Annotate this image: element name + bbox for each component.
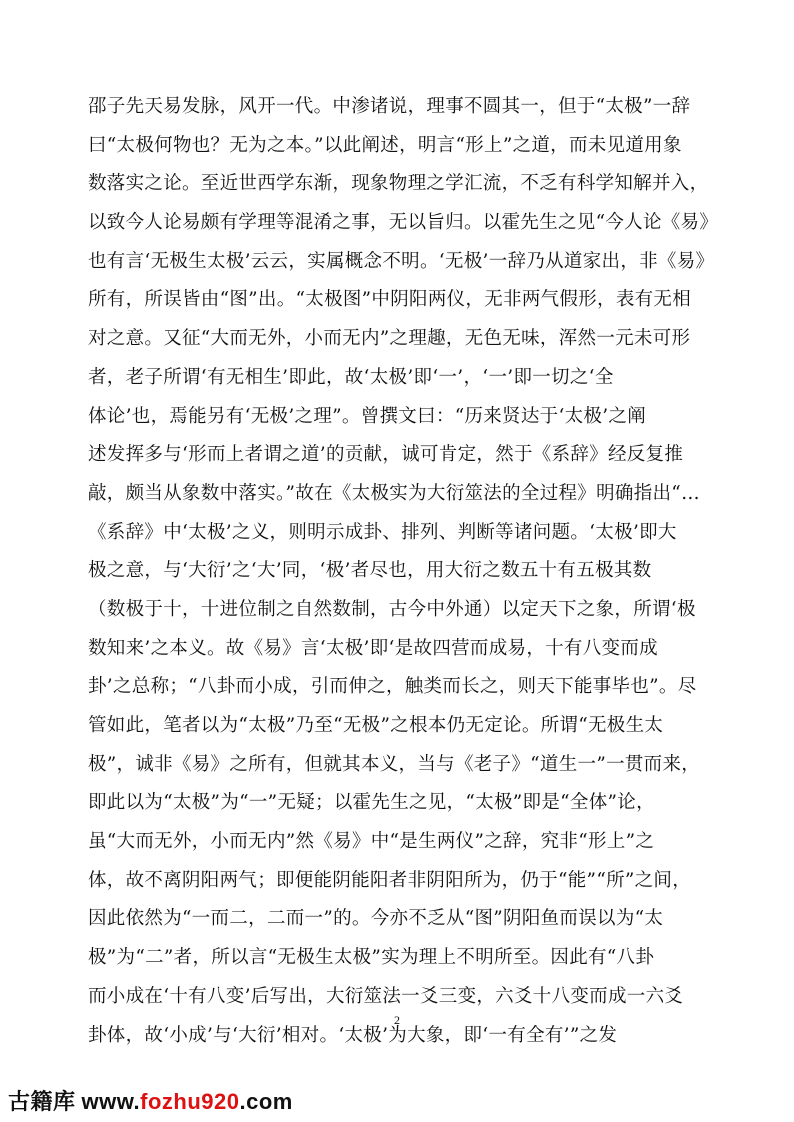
text-line: 敲，颇当从象数中落实。”故在《太极实为大衍筮法的全过程》明确指出“… — [88, 482, 700, 504]
text-line: 卦体，故‘小成’与‘大衍’相对。‘太极’为大象，即‘一有全有’”之发 — [88, 1024, 618, 1046]
text-line: 卦’之总称；“八卦而小成，引而伸之，触类而长之，则天下能事毕也”。尽 — [88, 676, 697, 698]
page-number: 2 — [394, 1013, 400, 1027]
watermark-site-name: 古籍库 — [8, 1089, 76, 1114]
text-line: 体，故不离阴阳两气；即便能阴能阳者非阴阳所为，仍于“能”“所”之间， — [88, 869, 692, 891]
text-line: 即此以为“太极”为“一”无疑；以霍先生之见，“太极”即是“全体”论， — [88, 792, 655, 814]
watermark-url-prefix: www. — [81, 1089, 141, 1114]
site-watermark — [8, 1085, 293, 1116]
text-line: 极”为“二”者，所以言“无极生太极”实为理上不明所至。因此有“八卦 — [88, 947, 655, 969]
watermark-url-mid: fozhu920 — [140, 1089, 240, 1114]
text-line: 管如此，笔者以为“太极”乃至“无极”之根本仍无定论。所谓“无极生太 — [88, 715, 664, 736]
text-line: 极”，诚非《易》之所有，但就其本义，当与《老子》“道生一”一贯而来， — [88, 753, 701, 775]
text-line: 对之意。又征“大而无外，小而无内”之理趣，无色无味，浑然一元未可形 — [88, 328, 691, 350]
document-body — [88, 88, 719, 1055]
text-line: 极之意，与‘大衍’之‘大’同，‘极’者尽也，用大衍之数五十有五极其数 — [88, 560, 652, 582]
text-line: 因此依然为“一而二，二而一”的。今亦不乏从“图”阴阳鱼而误以为“太 — [88, 908, 664, 930]
text-line: 者，老子所谓‘有无相生’即此，故‘太极’即‘一’，‘一’即一切之‘全 — [88, 366, 614, 388]
text-line: 《系辞》中‘太极’之义，则明示成卦、排列、判断等诸问题。‘太极’即大 — [88, 521, 677, 543]
text-line: 述发挥多与‘形而上者谓之道’的贡献，诚可肯定，然于《系辞》经反复推 — [88, 444, 684, 466]
watermark-url-suffix: .com — [239, 1089, 293, 1114]
text-line: 虽“大而无外，小而无内”然《易》中“是生两仪”之辞，究非“形上”之 — [88, 831, 655, 853]
text-line: 而小成在‘十有八变’后写出，大衍筮法一爻三变，六爻十八变而成一六爻 — [88, 985, 684, 1007]
text-line: 以致今人论易颇有学理等混淆之事，无以旨归。以霍先生之见“今人论《易》 — [88, 212, 719, 234]
text-line: 数落实之论。至近世西学东渐，现象物理之学汇流，不乏有科学知解并入， — [88, 173, 709, 195]
text-line: 曰“太极何物也？无为之本。”以此阐述，明言“形上”之道，而未见道用象 — [88, 134, 682, 156]
text-line: 体论’也，焉能另有‘无极’之理”。曾撰文曰：“历来贤达于‘太极’之阐 — [88, 405, 647, 427]
text-line: 数知来’之本义。故《易》言‘太极’即‘是故四营而成易，十有八变而成 — [88, 637, 658, 659]
text-line: （数极于十，十进位制之自然数制，古今中外通）以定天下之象，所谓‘极 — [88, 598, 696, 620]
text-line: 邵子先天易发脉，风开一代。中渗诸说，理事不圆其一，但于“太极”一辞 — [88, 96, 691, 117]
text-line: 也有言‘无极生太极’云云，实属概念不明。‘无极’一辞乃从道家出，非《易》 — [88, 250, 715, 272]
text-line: 所有，所误皆由“图”出。“太极图”中阴阳两仪，无非两气假形，表有无相 — [88, 289, 692, 311]
